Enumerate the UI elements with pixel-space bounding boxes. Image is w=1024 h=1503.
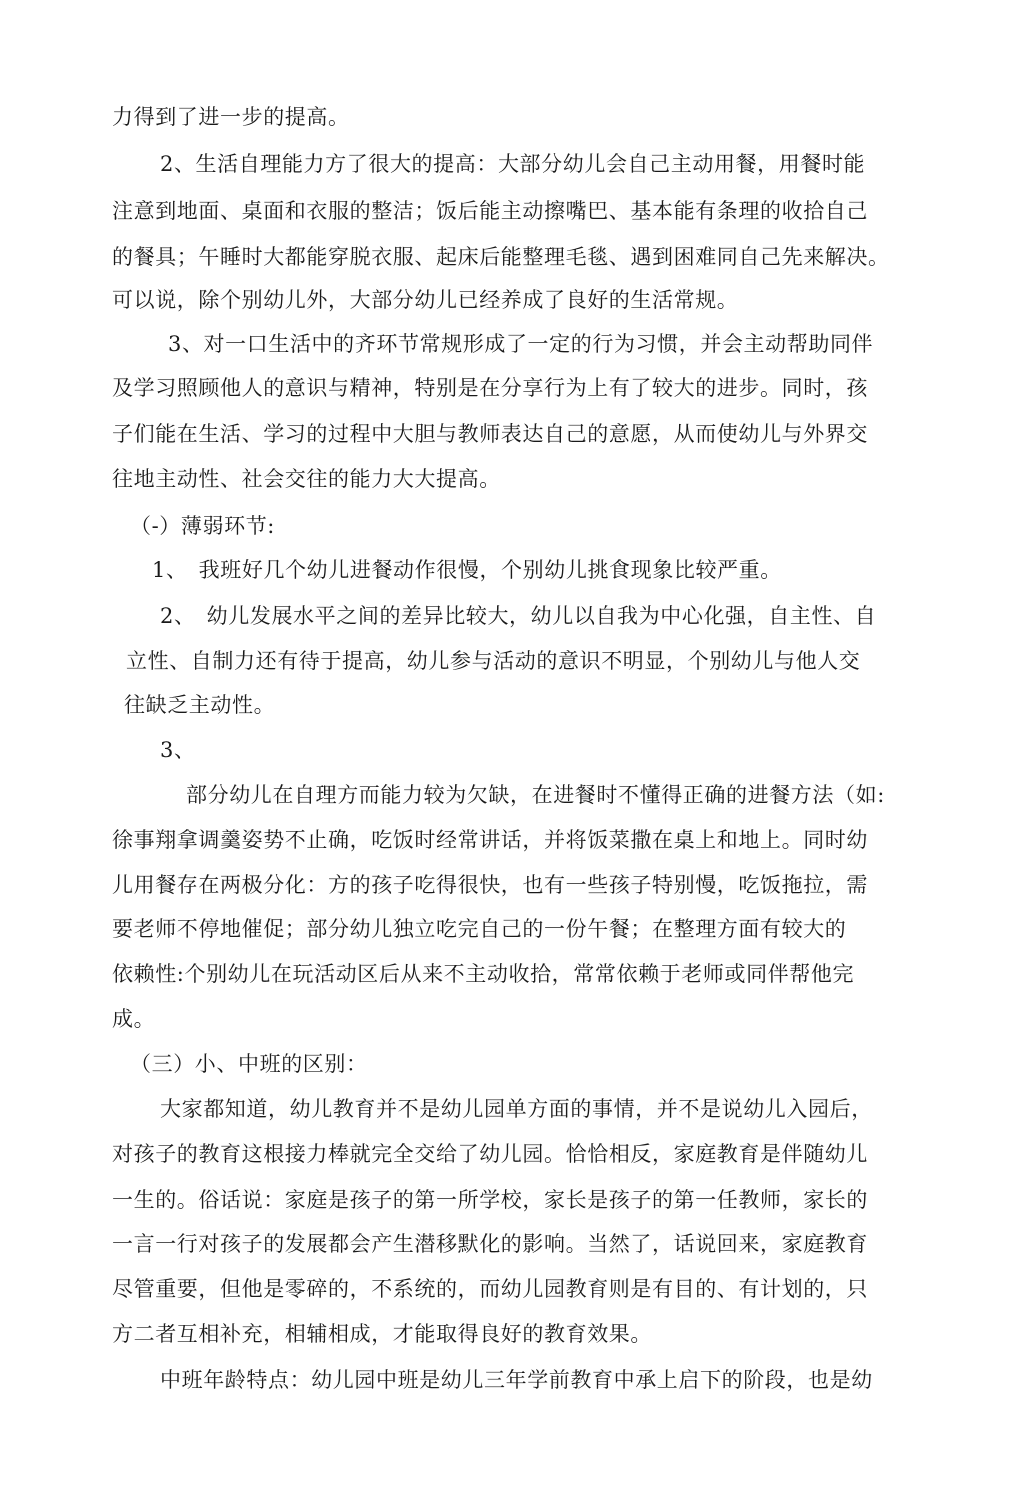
text-line: 子们能在生活、学习的过程中大胆与教师表达自己的意愿，从而使幼儿与外界交 [112, 422, 868, 446]
section-heading: （-）薄弱环节: [130, 514, 275, 538]
text-line: 依赖性:个别幼儿在玩活动区后从来不主动收拾，常常依赖于老师或同伴帮他完 [112, 962, 855, 986]
text-line: 徐事翔拿调羹姿势不止确，吃饭时经常讲话，并将饭菜撒在桌上和地上。同时幼 [112, 828, 868, 852]
section-heading: （三）小、中班的区别： [130, 1052, 368, 1076]
text-line: 要老师不停地催促；部分幼儿独立吃完自己的一份午餐；在整理方面有较大的 [112, 917, 847, 941]
text-line: 及学习照顾他人的意识与精神，特别是在分享行为上有了较大的进步。同时，孩 [112, 376, 868, 400]
text-line: 中班年龄特点：幼儿园中班是幼儿三年学前教育中承上启下的阶段，也是幼 [160, 1368, 873, 1392]
text-line: 3、对一口生活中的齐环节常规形成了一定的行为习惯，并会主动帮助同伴 [168, 332, 874, 356]
text-line: 3、 [160, 738, 196, 762]
text-line: 尽管重要，但他是零碎的，不系统的，而幼儿园教育则是有目的、有计划的，只 [112, 1277, 868, 1301]
text-line: 一言一行对孩子的发展都会产生潜移默化的影响。当然了，话说回来，家庭教育 [112, 1232, 868, 1256]
text-line: 方二者互相补充，相辅相成，才能取得良好的教育效果。 [112, 1322, 652, 1346]
text-line: 一生的。俗话说：家庭是孩子的第一所学校，家长是孩子的第一任教师，家长的 [112, 1188, 868, 1212]
text-line: 1、 我班好几个幼儿进餐动作很慢，个别幼儿挑食现象比较严重。 [152, 558, 782, 582]
text-line: 2、生活自理能力方了很大的提高：大部分幼儿会自己主动用餐，用餐时能 [160, 152, 866, 176]
text-line: 大家都知道，幼儿教育并不是幼儿园单方面的事情，并不是说幼儿入园后， [160, 1097, 873, 1121]
text-line: 儿用餐存在两极分化：方的孩子吃得很快，也有一些孩子特别慢，吃饭拖拉，需 [112, 873, 868, 897]
text-line: 力得到了进一步的提高。 [112, 105, 350, 129]
text-line: 成。 [112, 1007, 156, 1031]
text-line: 注意到地面、桌面和衣服的整洁；饭后能主动擦嘴巴、基本能有条理的收拾自己 [112, 199, 868, 223]
text-line: 的餐具；午睡时大都能穿脱衣服、起床后能整理毛毯、遇到困难同自己先来解决。 [112, 245, 890, 269]
text-line: 往缺乏主动性。 [124, 693, 276, 717]
text-line: 2、 幼儿发展水平之间的差异比较大，幼儿以自我为中心化强，自主性、自 [160, 604, 877, 628]
text-line: 可以说，除个别幼儿外，大部分幼儿已经养成了良好的生活常规。 [112, 288, 739, 312]
text-line: 立性、自制力还有待于提高，幼儿参与活动的意识不明显，个别幼儿与他人交 [126, 649, 861, 673]
text-line: 往地主动性、社会交往的能力大大提高。 [112, 467, 501, 491]
text-line: 对孩子的教育这根接力棒就完全交给了幼儿园。恰恰相反，家庭教育是伴随幼儿 [112, 1142, 868, 1166]
text-line: 部分幼儿在自理方而能力较为欠缺，在进餐时不懂得正确的进餐方法（如: [186, 783, 885, 807]
